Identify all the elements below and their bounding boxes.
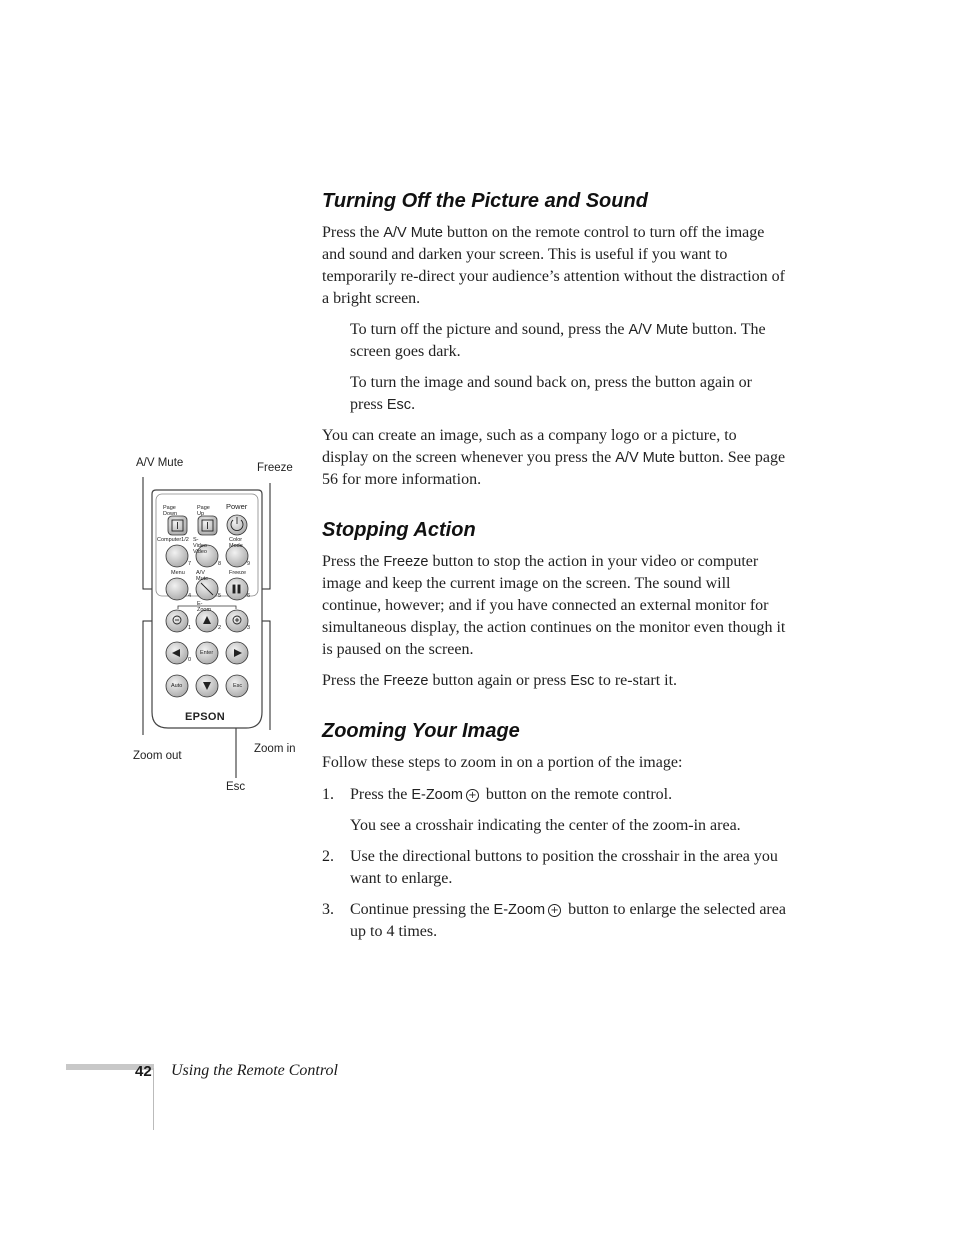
heading-zooming: Zooming Your Image (322, 720, 520, 742)
zoom-in-icon: + (466, 789, 479, 802)
remote-figure: A/V Mute Freeze Zoom out Zoom in Esc Page Down Page Up Power Computer1/2 S-Video Video Color Mode Menu A/V Mute Freeze E-Zoom Enter Auto Esc 7 8 9 4 5 6 1 2 3 0 EPSON (0, 0, 320, 820)
step-number: 3. (322, 901, 334, 918)
callout-freeze: Freeze (257, 462, 293, 474)
turning-off-paragraph-1: Press the A/V Mute button on the remote control to turn off the image and sound and darken your screen. This is useful if you want to temporarily re-direct your audience’s attention without the distraction of a bright screen. (322, 224, 785, 307)
step-number: 1. (322, 786, 334, 803)
key-esc: Esc (570, 673, 595, 689)
zoom-in-icon: + (548, 904, 561, 917)
footer-title: Using the Remote Control (171, 1062, 338, 1079)
key-e-zoom: E-Zoom (411, 787, 463, 803)
callout-zoom-in: Zoom in (254, 743, 296, 755)
zooming-intro: Follow these steps to zoom in on a portion of the image: (322, 754, 683, 771)
zoom-step-3: Continue pressing the E-Zoom + button to enlarge the selected area up to 4 times. (350, 901, 786, 940)
page-number: 42 (135, 1063, 152, 1080)
remote-illustration (0, 0, 320, 820)
zoom-step-1-note: You see a crosshair indicating the center of the zoom-in area. (350, 817, 741, 834)
key-av-mute: A/V Mute (615, 450, 675, 466)
epson-logo: EPSON (185, 711, 226, 723)
key-freeze: Freeze (383, 554, 429, 570)
zoom-step-2: Use the directional buttons to position the crosshair in the area you want to enlarge. (350, 848, 778, 887)
key-av-mute: A/V Mute (383, 225, 443, 241)
key-e-zoom: E-Zoom (493, 902, 546, 918)
footer-divider (153, 1068, 154, 1130)
callout-zoom-out: Zoom out (133, 750, 182, 762)
stopping-paragraph-2: Press the Freeze button again or press Esc to re-start it. (322, 672, 678, 689)
key-av-mute: A/V Mute (628, 322, 689, 338)
key-freeze: Freeze (383, 673, 429, 689)
turning-off-paragraph-2: You can create an image, such as a company logo or a picture, to display on the screen whenever you press the A/V Mute button. See page 56 for more information. (322, 427, 786, 488)
heading-turning-off: Turning Off the Picture and Sound (322, 190, 648, 212)
stopping-paragraph-1: Press the Freeze button to stop the action in your video or computer image and keep the current image on the screen. The sound will continue, however; and if you have connected an external monitor for simultaneous display, the action continues on the monitor even though it is paused on the screen. (322, 553, 786, 658)
callout-av-mute: A/V Mute (136, 457, 184, 469)
heading-stopping-action: Stopping Action (322, 519, 476, 541)
turning-off-step-on: To turn the image and sound back on, press the button again or press Esc. (350, 374, 752, 413)
callout-esc: Esc (226, 781, 246, 793)
key-esc: Esc (386, 397, 412, 413)
step-number: 2. (322, 848, 334, 865)
zoom-step-1: Press the E-Zoom + button on the remote control. (350, 786, 673, 803)
turning-off-step-off: To turn off the picture and sound, press the A/V Mute button. The screen goes dark. (350, 321, 766, 360)
